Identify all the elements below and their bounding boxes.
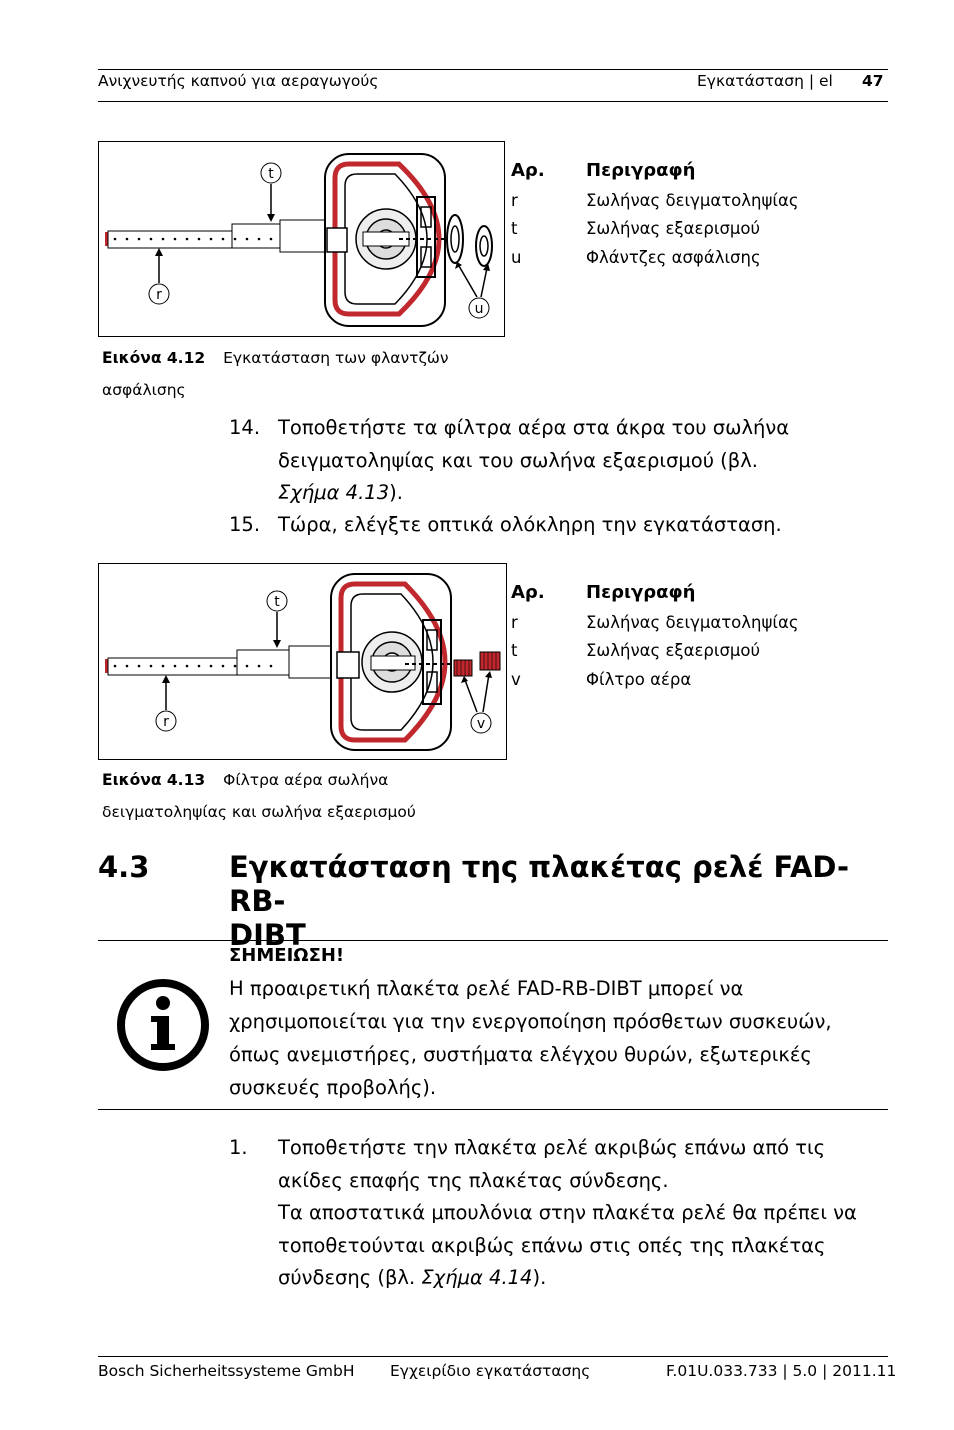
note-top-rule (98, 940, 888, 941)
step-number: 14. (229, 416, 261, 439)
figure-4-12-caption (102, 342, 502, 406)
note-line: συσκευές προβολής). (229, 1076, 437, 1099)
header-bottom-rule (98, 101, 888, 102)
note-line: όπως ανεμιστήρες, συστήματα ελέγχου θυρών, εξωτερικές (229, 1043, 812, 1066)
callout-t: t (274, 594, 280, 610)
legend-desc: Σωλήνας δειγματοληψίας (586, 191, 799, 210)
footer-docref: F.01U.033.733 | 5.0 | 2011.11 (666, 1362, 897, 1380)
step-text: Τώρα, ελέγξτε οπτικά ολόκληρη την εγκατάσταση. (278, 513, 782, 536)
legend-key: v (511, 670, 521, 689)
step-text: τοποθετούνται ακριβώς επάνω στις οπές της πλακέτας (278, 1233, 826, 1257)
step-text: ακίδες επαφής της πλακέτας σύνδεσης. (278, 1168, 669, 1192)
figure-4-13-legend (511, 582, 851, 702)
note-body (229, 972, 889, 1104)
legend-desc: Σωλήνας εξαερισμού (586, 641, 761, 660)
section-title-line: Εγκατάσταση της πλακέτας ρελέ FAD-RB- (229, 850, 850, 918)
step-text: δειγματοληψίας και του σωλήνα εξαερισμού (βλ. (278, 448, 758, 472)
footer-manual: Εγχειρίδιο εγκατάστασης (390, 1362, 591, 1380)
legend-col-desc: Περιγραφή (586, 160, 696, 181)
legend-key: r (511, 613, 518, 632)
legend-key: t (511, 641, 518, 660)
step-14 (229, 412, 889, 512)
figure-reference-link[interactable]: Σχήμα 4.14 (421, 1266, 533, 1289)
page-number: 47 (862, 72, 884, 90)
legend-desc: Φλάντζες ασφάλισης (586, 248, 761, 267)
figure-reference-link[interactable]: Σχήμα 4.13 (278, 481, 390, 504)
section-title (229, 850, 889, 952)
step-15 (229, 509, 889, 543)
figure-4-13-caption (102, 764, 522, 828)
note-line: χρησιμοποιείται για την ενεργοποίηση πρόσθετων συσκευών, (229, 1010, 832, 1033)
section-number: 4.3 (98, 850, 150, 884)
step-number: 1. (229, 1136, 248, 1159)
step-text: Τοποθετήστε την πλακέτα ρελέ ακριβώς επάνω από τις (278, 1136, 826, 1159)
caption-text-cont: ασφάλισης (102, 381, 186, 399)
callout-r: r (163, 714, 169, 730)
info-icon (116, 978, 210, 1072)
step-text: ). (389, 481, 403, 504)
note-title: ΣΗΜΕΙΩΣΗ! (229, 945, 345, 966)
footer-rule (98, 1356, 888, 1357)
legend-key: t (511, 219, 518, 238)
callout-u: u (474, 301, 484, 317)
callout-r: r (156, 287, 162, 303)
footer-company: Bosch Sicherheitssysteme GmbH (98, 1362, 355, 1380)
legend-col-key: Αρ. (511, 160, 545, 181)
legend-col-key: Αρ. (511, 582, 545, 603)
note-bottom-rule (98, 1109, 888, 1110)
step-number: 15. (229, 513, 261, 536)
legend-key: u (511, 248, 522, 267)
legend-key: r (511, 191, 518, 210)
legend-desc: Σωλήνας δειγματοληψίας (586, 613, 799, 632)
step-1 (229, 1132, 889, 1302)
caption-text: Εγκατάσταση των φλαντζών (223, 349, 449, 367)
step-text: σύνδεσης (βλ. (278, 1266, 422, 1289)
figure-4-13 (98, 563, 507, 760)
figure-4-12 (98, 141, 505, 337)
note-line: Η προαιρετική πλακέτα ρελέ FAD-RB-DIBT μπορεί να (229, 977, 744, 1000)
figure-4-12-legend (511, 160, 851, 280)
caption-text: Φίλτρα αέρα σωλήνα (223, 771, 389, 789)
header-top-rule (98, 69, 888, 70)
section-title-line: DIBT (229, 918, 306, 952)
caption-label: Εικόνα 4.13 (102, 771, 206, 789)
air-filter-diagram (99, 564, 506, 759)
step-text: Τα αποστατικά μπουλόνια στην πλακέτα ρελέ θα πρέπει να (278, 1201, 857, 1224)
step-text: ). (532, 1266, 547, 1289)
legend-desc: Φίλτρο αέρα (586, 670, 692, 689)
caption-text-cont: δειγματοληψίας και σωλήνα εξαερισμού (102, 803, 416, 821)
flange-installation-diagram (99, 142, 504, 336)
legend-col-desc: Περιγραφή (586, 582, 696, 603)
callout-v: v (476, 716, 486, 732)
header-section: Εγκατάσταση | el (697, 72, 833, 90)
callout-t: t (268, 166, 274, 182)
step-text: Τοποθετήστε τα φίλτρα αέρα στα άκρα του σωλήνα (278, 416, 790, 439)
legend-desc: Σωλήνας εξαερισμού (586, 219, 761, 238)
header-title: Ανιχνευτής καπνού για αεραγωγούς (98, 72, 379, 90)
caption-label: Εικόνα 4.12 (102, 349, 206, 367)
